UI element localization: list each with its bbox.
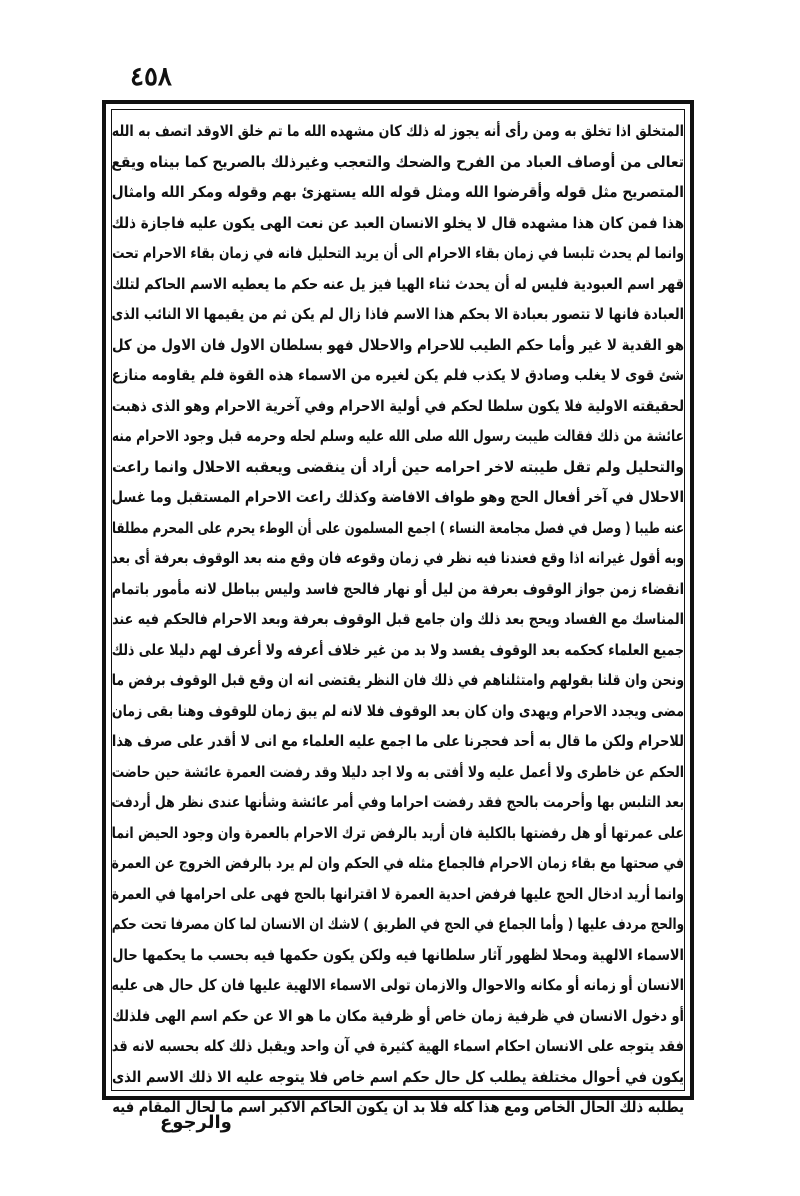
text-line: وبه أقول غيرانه اذا وقع فعندنا فيه نظر في زمان وقوعه فان وقع منه بعد الوقوف بعرفة أى بعد	[111, 549, 685, 567]
text-line: بعد التلبس بها وأحرمت بالحج فقد رفضت احراما وفي أمر عائشة وشأنها عندى نظر هل أردفت	[111, 793, 685, 811]
text-line: هذا فمن كان هذا مشهده قال لا يخلو الانسان العبد عن نعت الهى يكون عليه فاجازة ذلك	[111, 213, 685, 232]
text-line: على عمرتها أو هل رفضتها بالكلية فان أريد بالرفض ترك الاحرام بالعمرة وان وجود الحيض انما	[111, 823, 685, 842]
text-line: تعالى من أوصاف العباد من الفرح والضحك والتعجب وغيرذلك بالصريح كما بيناه ويقع	[111, 152, 685, 171]
text-line: يكون في أحوال مختلفة يطلب كل حال حكم اسم خاص فلا يتوجه عليه الا ذلك الاسم الذى	[111, 1067, 684, 1086]
text-line: عنه طيبا ( وصل في فصل مجامعة النساء ) اجمع المسلمون على أن الوطء يحرم على المحرم مطلقا	[112, 518, 684, 537]
catchword: والرجوع	[160, 1112, 232, 1133]
text-line: والحج مردف عليها ( وأما الجماع في الحج في الطريق ) لاشك ان الانسان لما كان مصرفا تحت حكم	[111, 915, 684, 933]
text-line: المتخلق اذا تخلق به ومن رأى أنه يجوز له ذلك كان مشهده الله ما تم خلق الاوقد اتصف به الله	[111, 122, 685, 140]
text-line: لحقيقته الاولية فلا يكون سلطا لحكم في أولية الاحرام وفي آخرية الاحرام وهو الذى ذهبت	[111, 396, 684, 415]
text-line: العبادة فانها لا تتصور بعبادة الا بحكم هذا الاسم فاذا زال لم يكن ثم من يقيمها الا النائب الذى	[111, 305, 684, 323]
text-line: أو دخول الانسان في ظرفية زمان خاص أو ظرفية مكان ما هو الا عن حكم اسم الهى فلذلك	[112, 1006, 684, 1025]
text-line: الحكم عن خاطرى ولا أعمل عليه ولا أفتى به ولا اجد دليلا وقد رفضت العمرة عائشة حين حاضت	[111, 762, 684, 781]
text-line: للاحرام ولكن ما قال به أحد فحجرنا على ما اجمع عليه العلماء مع انى لا أقدر على صرف هذا	[111, 732, 684, 750]
text-line: يطلبه ذلك الحال الخاص ومع هذا كله فلا بد أن يكون الحاكم الاكبر اسم ما لحال المقام فيه	[112, 1098, 684, 1116]
text-line: عائشة من ذلك فقالت طيبت رسول الله صلى الله عليه وسلم لحله وحرمه قبل وجود الاحرام منه	[111, 427, 684, 445]
text-line: المتصريح مثل قوله وأقرضوا الله ومثل قوله الله يستهزئ بهم وقوله ومكر الله وامثال	[111, 183, 684, 201]
text-line: وانما أريد ادخال الحج عليها فرفض احدية العمرة لا اقترانها بالحج فهى على احرامها في العمرة	[111, 884, 684, 903]
text-line: هو القدية لا غير وأما حكم الطيب للاحرام والاحلال فهو بسلطان الاول فان الاول من كل	[112, 335, 684, 354]
text-line: وانما لم يحدث تلبسا في زمان بقاء الاحرام الى أن يريد التحليل فانه في زمان بقاء الاحرام تحت	[112, 244, 684, 262]
text-line: في صحتها مع بقاء زمان الاحرام فالجماع مثله في الحكم وان لم يرد بالرفض الخروج عن العمرة	[111, 854, 685, 872]
text-line: والتحليل ولم تقل طيبته لاخر احرامه حين أراد أن ينقضى ويعقبه الاحلال وانما راعت	[112, 457, 684, 476]
text-line: الاسماء الالهية ومحلا لظهور آثار سلطانها فيه ولكن يكون حكمها فيه بحسب ما يحكمها حال	[112, 945, 684, 964]
text-line: فقد يتوجه على الانسان احكام اسماء الهية كثيرة في آن واحد ويقبل ذلك كله بحسبه لانه قد	[111, 1037, 684, 1055]
text-line: الانسان أو زمانه أو مكانه والاحوال والازمان تولى الاسماء الالهية عليها فان كل حال هى عليه	[111, 976, 685, 994]
text-line: ونحن وان قلنا بقولهم وامتثلناهم في ذلك فان النظر يقتضى انه ان وقع قبل الوقوف برفض ما	[111, 671, 685, 689]
text-line: قهر اسم العبودية فليس له أن يحدث ثناء الهيا فيز يل عنه حكم ما يعطيه الاسم الحاكم لتلك	[112, 274, 684, 293]
text-line: انقضاء زمن جواز الوقوف بعرفة من ليل أو نهار فالحج فاسد وليس بباطل لانه مأمور باتمام	[111, 579, 684, 598]
page-number: ٤٥٨	[130, 62, 172, 92]
text-line: الاحلال في آخر أفعال الحج وهو طواف الافاضة وكذلك راعت الاحرام المستقبل وما غسل	[111, 488, 684, 506]
text-line: جميع العلماء كحكمه بعد الوقوف يفسد ولا بد من غير خلاف أعرفه ولا أعرف لهم دليلا على ذلك	[111, 640, 684, 659]
main-text-block	[111, 116, 685, 1116]
text-line: المناسك مع الفساد ويحج بعد ذلك وان جامع قبل الوقوف بعرفة وبعد الاحرام فالحكم فيه عند	[112, 610, 684, 628]
text-line: مضى ويجدد الاحرام ويهدى وان كان بعد الوقوف فلا لانه لم يبق زمان للوقوف وهنا بقى زمان	[111, 701, 684, 720]
text-line: شئ قوى لا يغلب وصادق لا يكذب فلم يكن لغيره من الاسماء هذه القوة فلم يقاومه منازع	[111, 366, 684, 384]
